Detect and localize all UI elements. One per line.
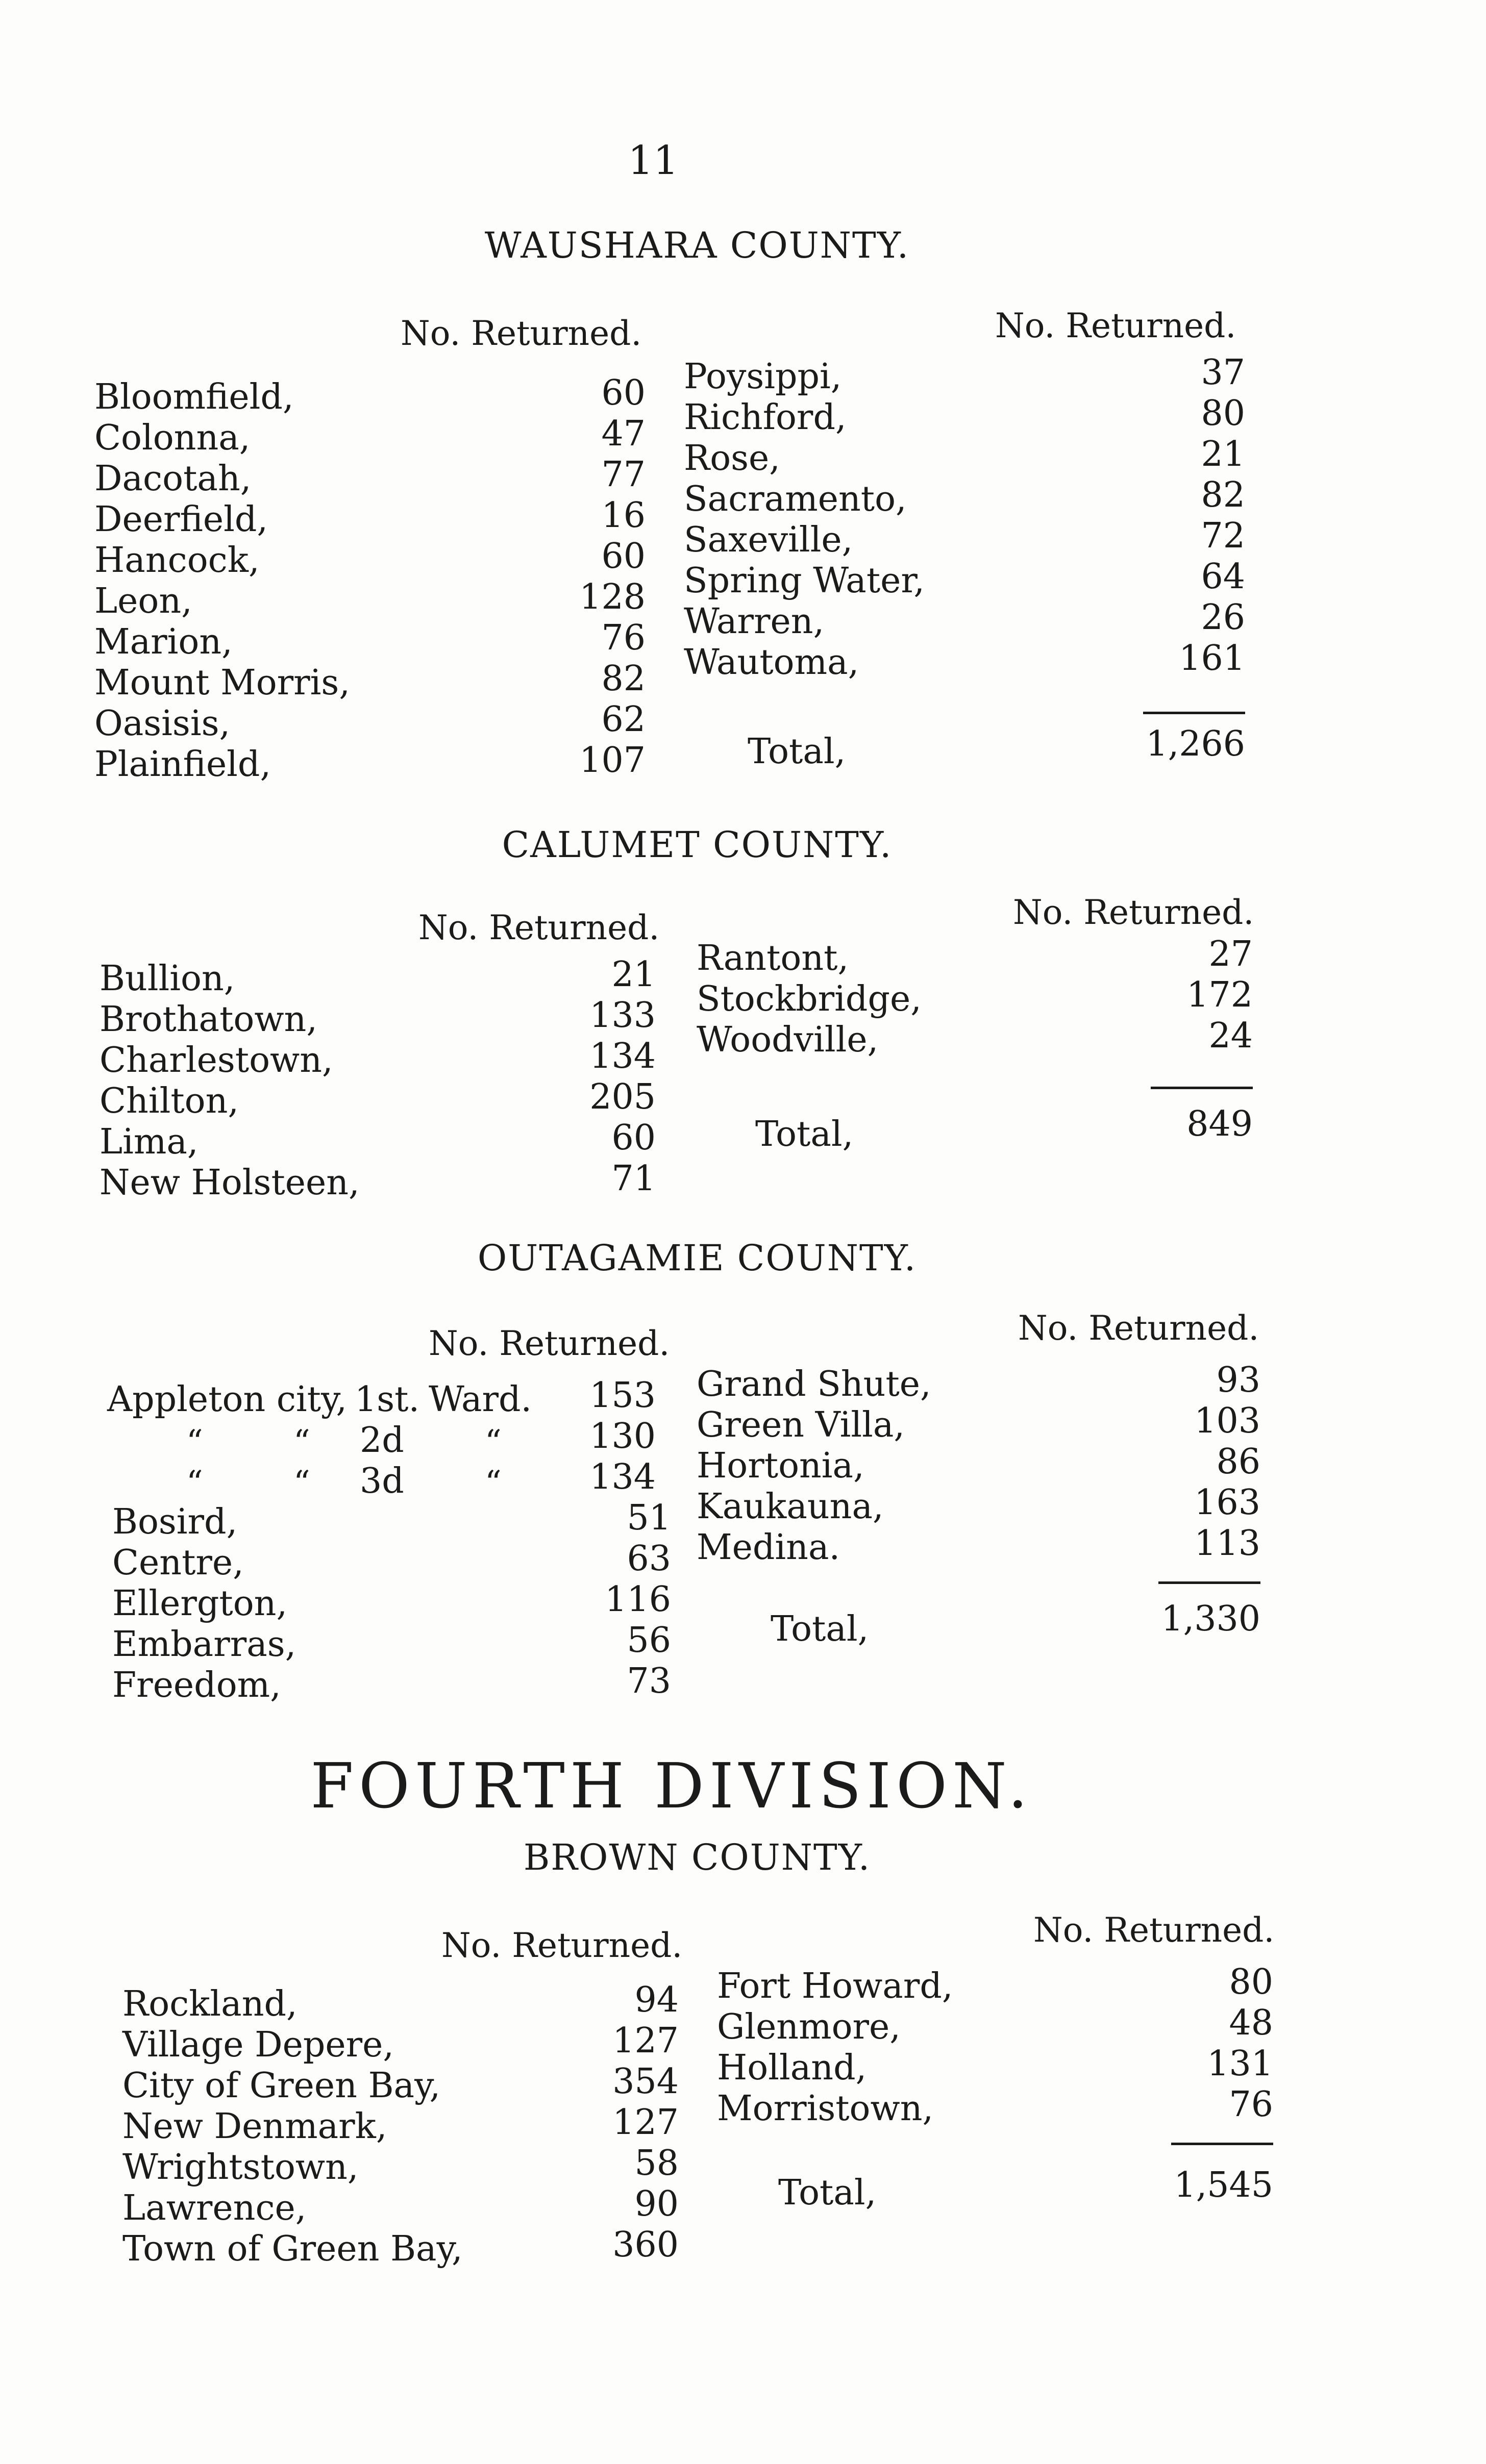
entry-name: Lawrence, [122,2188,307,2228]
entry-value: 93 [1216,1360,1260,1400]
calumet-total-label: Total, [755,1114,854,1154]
appleton-value: 130 [589,1416,656,1456]
ditto-mark: “ [293,1423,310,1461]
entry-name: New Denmark, [122,2106,387,2147]
ditto-mark: “ [485,1423,502,1461]
appleton-ward-ordinal: 2d [360,1420,404,1461]
calumet-left-col-header: No. Returned. [418,908,660,947]
entry-value: 47 [601,414,646,454]
entry-name: Glenmore, [717,2007,901,2047]
calumet-heading: CALUMET COUNTY. [502,824,893,866]
appleton-value: 153 [589,1375,656,1416]
outagamie-total-value: 1,330 [1161,1599,1260,1639]
entry-value: 58 [634,2143,679,2183]
entry-name: Green Villa, [697,1405,905,1445]
entry-value: 360 [612,2225,679,2265]
outagamie-total-label: Total, [771,1609,869,1649]
entry-value: 76 [1229,2084,1273,2125]
entry-value: 133 [589,995,656,1036]
entry-value: 127 [612,2102,679,2143]
entry-name: Stockbridge, [697,979,922,1019]
entry-value: 37 [1201,353,1245,393]
entry-name: Poysippi, [684,357,842,397]
entry-value: 90 [634,2184,679,2224]
entry-value: 60 [611,1118,656,1158]
entry-name: City of Green Bay, [122,2066,441,2106]
entry-value: 80 [1201,393,1245,434]
waushara-total-label: Total, [748,732,846,772]
entry-name: Chilton, [100,1081,239,1121]
entry-name: Rose, [684,438,780,479]
appleton-ward-label: Ward. [429,1379,532,1420]
entry-name: Grand Shute, [697,1364,931,1404]
brown-total-label: Total, [778,2173,877,2213]
entry-name: Lima, [100,1122,199,1162]
entry-value: 103 [1194,1401,1260,1441]
ditto-mark: “ [186,1423,203,1461]
entry-name: Ellergton, [112,1583,288,1624]
entry-name: Medina. [697,1527,840,1568]
entry-value: 21 [1201,434,1245,474]
entry-name: Mount Morris, [94,663,350,703]
outagamie-total-rule [1158,1581,1260,1584]
entry-name: Kaukauna, [697,1487,884,1527]
entry-value: 82 [1201,475,1245,515]
waushara-total-value: 1,266 [1146,724,1245,764]
entry-value: 80 [1229,1962,1273,2002]
entry-value: 63 [627,1539,671,1579]
appleton-ward-ordinal: 3d [360,1461,404,1501]
entry-name: Leon, [94,581,192,621]
waushara-right-col-header: No. Returned. [995,306,1236,345]
appleton-value: 134 [589,1457,656,1497]
entry-value: 128 [579,577,646,617]
entry-name: Charlestown, [100,1040,333,1080]
entry-value: 62 [601,699,646,740]
entry-name: Bosird, [112,1502,238,1542]
entry-name: Bloomfield, [94,377,294,417]
calumet-total-rule [1151,1087,1253,1089]
appleton-name: Appleton city, [107,1379,347,1420]
page-number: 11 [628,138,679,184]
entry-value: 26 [1201,597,1245,638]
entry-value: 205 [589,1077,656,1117]
ditto-mark: “ [293,1464,310,1502]
entry-name: Oasisis, [94,703,231,744]
entry-value: 60 [601,536,646,576]
entry-name: Woodville, [697,1020,879,1060]
outagamie-heading: OUTAGAMIE COUNTY. [477,1237,917,1279]
brown-total-rule [1171,2143,1273,2145]
entry-name: Town of Green Bay, [122,2229,463,2269]
entry-value: 71 [611,1159,656,1199]
brown-right-col-header: No. Returned. [1033,1910,1275,1950]
entry-name: Centre, [112,1543,244,1583]
entry-name: Bullion, [100,959,235,999]
entry-value: 354 [612,2061,679,2102]
entry-value: 107 [579,740,646,781]
entry-name: Plainfield, [94,744,271,785]
entry-name: Colonna, [94,418,251,458]
division-heading: FOURTH DIVISION. [310,1750,1033,1822]
ditto-mark: “ [485,1464,502,1502]
entry-value: 82 [601,659,646,699]
entry-name: Hortonia, [697,1446,864,1486]
brown-left-col-header: No. Returned. [441,1926,683,1965]
entry-name: Fort Howard, [717,1966,953,2006]
entry-value: 94 [634,1980,679,2020]
entry-name: Deerfield, [94,499,268,540]
entry-value: 21 [611,954,656,995]
entry-name: Hancock, [94,540,260,581]
entry-name: Holland, [717,2048,867,2088]
entry-value: 161 [1179,638,1245,678]
outagamie-left-col-header: No. Returned. [429,1324,670,1363]
entry-value: 172 [1186,975,1253,1015]
entry-value: 72 [1201,516,1245,556]
entry-value: 51 [627,1498,671,1538]
entry-value: 73 [627,1661,671,1701]
entry-name: Wrightstown, [122,2147,359,2188]
entry-name: Morristown, [717,2089,934,2129]
outagamie-right-col-header: No. Returned. [1018,1309,1259,1348]
waushara-total-rule [1143,712,1245,714]
entry-name: Marion, [94,622,233,662]
entry-value: 24 [1208,1016,1253,1056]
calumet-total-value: 849 [1186,1104,1253,1144]
entry-name: Rockland, [122,1984,298,2024]
entry-value: 56 [627,1620,671,1661]
entry-value: 60 [601,373,646,413]
entry-value: 134 [589,1036,656,1076]
entry-value: 16 [601,495,646,536]
entry-name: New Holsteen, [100,1163,360,1203]
waushara-heading: WAUSHARA COUNTY. [484,224,910,266]
entry-value: 27 [1208,934,1253,974]
brown-heading: BROWN COUNTY. [523,1837,871,1878]
waushara-left-col-header: No. Returned. [401,314,642,353]
entry-value: 76 [601,618,646,658]
entry-value: 86 [1216,1442,1260,1482]
entry-value: 77 [601,455,646,495]
entry-name: Spring Water, [684,561,925,601]
entry-name: Village Depere, [122,2025,394,2065]
entry-value: 113 [1194,1523,1260,1564]
entry-value: 163 [1194,1482,1260,1523]
entry-value: 64 [1201,557,1245,597]
entry-value: 48 [1229,2003,1273,2043]
ditto-mark: “ [186,1464,203,1502]
entry-name: Wautoma, [684,642,859,683]
entry-name: Freedom, [112,1665,281,1705]
calumet-right-col-header: No. Returned. [1013,893,1254,932]
entry-value: 116 [605,1579,671,1620]
entry-name: Dacotah, [94,459,252,499]
entry-name: Rantont, [697,938,849,978]
entry-name: Warren, [684,601,825,642]
entry-value: 127 [612,2021,679,2061]
entry-name: Embarras, [112,1624,296,1665]
entry-name: Brothatown, [100,999,317,1040]
brown-total-value: 1,545 [1174,2165,1273,2205]
appleton-ward-ordinal: 1st. [355,1379,420,1420]
entry-name: Saxeville, [684,520,853,560]
entry-name: Richford, [684,397,847,438]
entry-name: Sacramento, [684,479,907,519]
entry-value: 131 [1207,2044,1273,2084]
